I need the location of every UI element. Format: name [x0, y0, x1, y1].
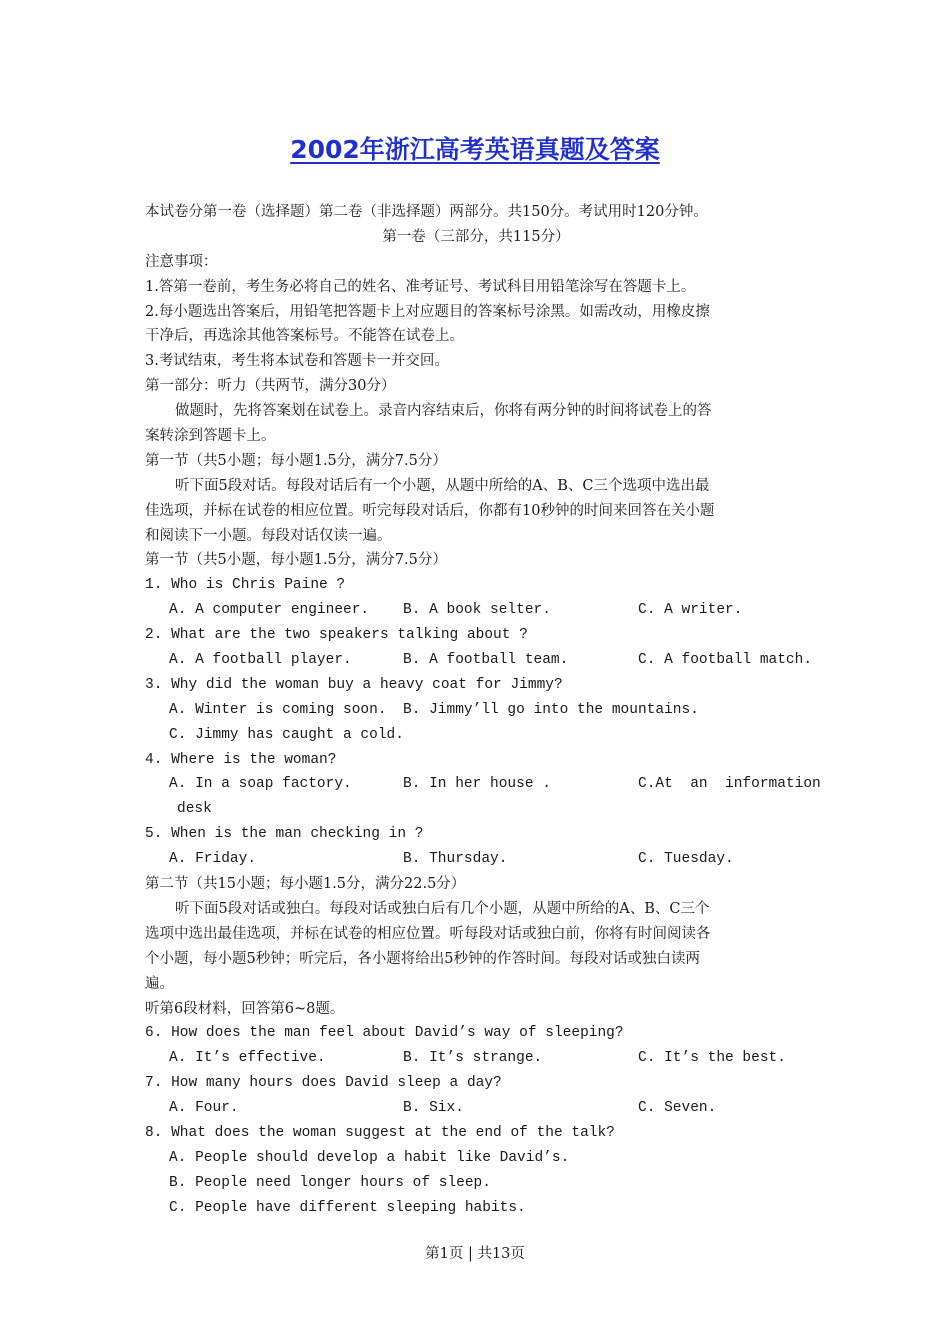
part1-desc: 做题时，先将答案划在试卷上。录音内容结束后，你将有两分钟的时间将试卷上的答: [175, 403, 712, 420]
note-3: 3.考试结束，考生将本试卷和答题卡一并交回。: [145, 353, 449, 370]
section1-desc-cont: 和阅读下一小题。每段对话仅读一遍。: [145, 527, 392, 544]
section2-desc-cont: 个小题，每小题5秒钟；听完后，各小题将给出5秒钟的作答时间。每段对话或独白读两: [145, 950, 700, 967]
section2-desc-cont: 遍。: [145, 975, 174, 992]
options-row: [145, 1196, 807, 1221]
option-a: A. In a soap factory.: [169, 776, 352, 793]
option-b: B. Thursday.: [403, 851, 508, 868]
page-title[interactable]: 2002年浙江高考英语真题及答案: [290, 135, 660, 164]
note-2-cont: 干净后，再选涂其他答案标号。不能答在试卷上。: [145, 328, 464, 345]
option-c-continuation: desk: [177, 801, 212, 818]
section1-desc: 听下面5段对话。每段对话后有一个小题，从题中所给的A、B、C三个选项中选出最: [175, 477, 710, 494]
option-c: C. Tuesday.: [638, 851, 734, 868]
section2-heading: 第二节（共15小题；每小题1.5分，满分22.5分）: [145, 876, 466, 893]
option-c: C. It’s the best.: [638, 1050, 786, 1067]
option-c: C. People have different sleeping habits.: [169, 1199, 526, 1216]
options-row: [145, 797, 807, 822]
option-a: A. It’s effective.: [169, 1050, 326, 1067]
option-a: A. People should develop a habit like David’s.: [169, 1149, 570, 1166]
option-b: B. A football team.: [403, 652, 569, 669]
part1-desc-cont: 案转涂到答题卡上。: [145, 428, 276, 445]
section1-heading-repeat: 第一节（共5小题，每小题1.5分，满分7.5分）: [145, 552, 447, 569]
part-heading: 第一卷（三部分，共115分）: [382, 228, 570, 245]
option-a: A. Winter is coming soon.: [169, 701, 387, 718]
notes-heading: 注意事项：: [145, 253, 218, 270]
question-stem: 7. How many hours does David sleep a day?: [145, 1075, 502, 1092]
options-row: [145, 1046, 807, 1071]
option-a: A. Friday.: [169, 851, 257, 868]
options-row: [145, 1171, 807, 1196]
options-row: [145, 648, 813, 673]
option-a: A. A computer engineer.: [169, 602, 370, 619]
page-footer: 第1页 | 共13页: [425, 1246, 525, 1262]
option-c: C. A football match.: [638, 652, 813, 669]
option-a: A. A football player.: [169, 652, 352, 669]
part1-heading: 第一部分：听力（共两节，满分30分）: [145, 378, 396, 395]
option-c: C. Jimmy has caught a cold.: [169, 726, 404, 743]
option-b: B. It’s strange.: [403, 1050, 543, 1067]
option-c: C. Seven.: [638, 1100, 717, 1117]
document-body: [145, 200, 821, 1221]
option-b: B. People need longer hours of sleep.: [169, 1174, 491, 1191]
options-row: [145, 772, 821, 797]
option-b: B. Six.: [403, 1100, 464, 1117]
section1-heading: 第一节（共5小题；每小题1.5分，满分7.5分）: [145, 452, 447, 469]
question-stem: 6. How does the man feel about David’s way of sleeping?: [145, 1025, 624, 1042]
question-stem: 2. What are the two speakers talking about ?: [145, 627, 528, 644]
section2-desc: 听下面5段对话或独白。每段对话或独白后有几个小题，从题中所给的A、B、C三个: [175, 900, 710, 917]
option-c: C. A writer.: [638, 602, 743, 619]
intro-line: 本试卷分第一卷（选择题）第二卷（非选择题）两部分。共150分。考试用时120分钟。: [145, 204, 708, 220]
note-2: 2.每小题选出答案后，用铅笔把答题卡上对应题目的答案标号涂黑。如需改动，用橡皮擦: [145, 303, 710, 320]
question-stem: 3. Why did the woman buy a heavy coat for Jimmy?: [145, 676, 563, 693]
option-b: B. In her house .: [403, 776, 551, 793]
option-a: A. Four.: [169, 1100, 239, 1117]
options-row: [145, 723, 807, 748]
options-row: [145, 698, 807, 723]
options-row: [145, 1146, 807, 1171]
options-row: [145, 598, 807, 623]
options-row: [145, 847, 807, 872]
question-stem: 8. What does the woman suggest at the end of the talk?: [145, 1124, 615, 1141]
option-b: B. A book selter.: [403, 602, 551, 619]
material-heading: 听第6段材料，回答第6~8题。: [145, 1000, 345, 1017]
option-b: B. Jimmy’ll go into the mountains.: [403, 701, 699, 718]
question-stem: 4. Where is the woman?: [145, 751, 337, 768]
options-row: [145, 1096, 807, 1121]
question-stem: 1. Who is Chris Paine ?: [145, 577, 346, 594]
section1-desc-cont: 佳选项，并标在试卷的相应位置。听完每段对话后，你都有10秒钟的时间来回答在关小题: [145, 502, 715, 519]
note-1: 1.答第一卷前，考生务必将自己的姓名、准考证号、考试科目用铅笔涂写在答题卡上。: [145, 278, 696, 295]
question-stem: 5. When is the man checking in ?: [145, 826, 424, 843]
section2-desc-cont: 选项中选出最佳选项，并标在试卷的相应位置。听每段对话或独白前，你将有时间阅读各: [145, 925, 711, 942]
option-c: C.At an information: [638, 776, 821, 793]
